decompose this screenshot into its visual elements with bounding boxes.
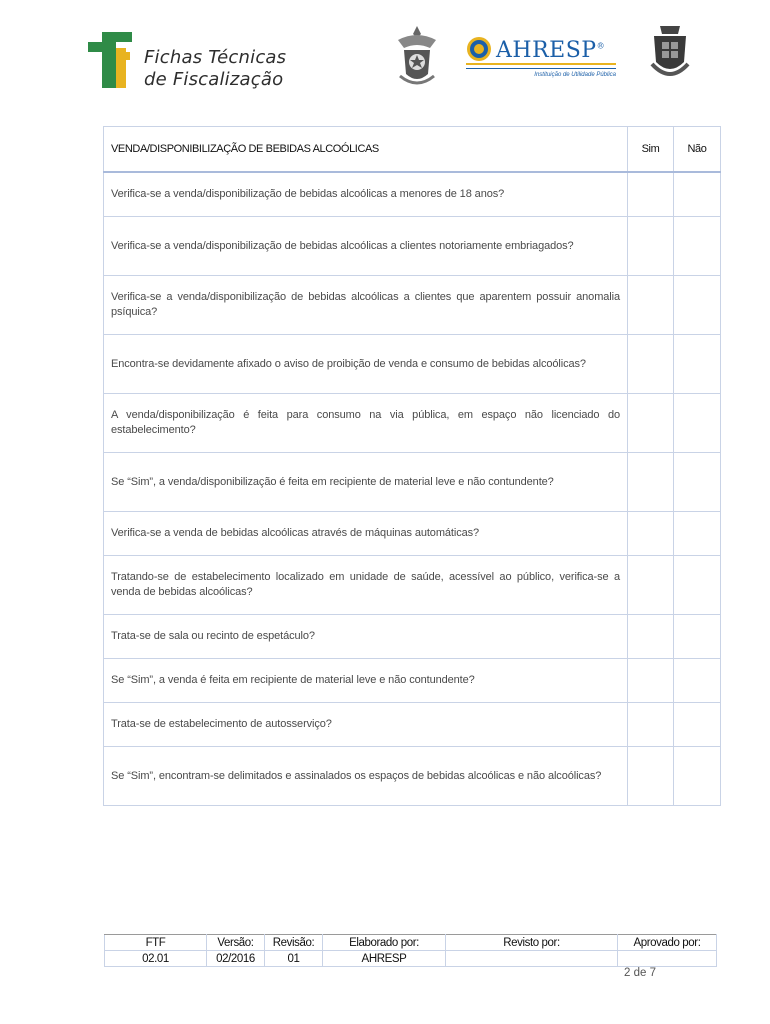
table-row xyxy=(104,453,721,512)
document-control-value-row xyxy=(105,951,717,967)
column-nao: Não xyxy=(674,127,721,173)
checklist-title: VENDA/DISPONIBILIZAÇÃO DE BEBIDAS ALCOÓLICAS xyxy=(104,127,628,173)
answer-nao-cell[interactable] xyxy=(674,615,721,659)
answer-nao-cell[interactable] xyxy=(674,217,721,276)
document-control-header-row xyxy=(105,935,717,951)
ahresp-rule-blue xyxy=(466,68,616,69)
elaborado-label: Elaborado por: xyxy=(323,935,446,951)
answer-sim-cell[interactable] xyxy=(628,335,674,394)
table-row xyxy=(104,276,721,335)
table-row xyxy=(104,747,721,806)
revisto-label: Revisto por: xyxy=(446,935,618,951)
answer-sim-cell[interactable] xyxy=(628,453,674,512)
question-text: Verifica-se a venda/disponibilização de bebidas alcoólicas a menores de 18 anos? xyxy=(104,172,628,217)
question-text: Trata-se de sala ou recinto de espetáculo? xyxy=(104,615,628,659)
ahresp-wordmark: AHRESP® xyxy=(496,38,606,63)
answer-sim-cell[interactable] xyxy=(628,217,674,276)
table-row xyxy=(104,335,721,394)
question-text: Se “Sim”, encontram-se delimitados e assinalados os espaços de bebidas alcoólicas e não alcoólicas? xyxy=(104,747,628,806)
answer-nao-cell[interactable] xyxy=(674,335,721,394)
ahresp-emblem-icon xyxy=(466,36,492,62)
answer-sim-cell[interactable] xyxy=(628,615,674,659)
table-row xyxy=(104,615,721,659)
question-text: Se “Sim”, a venda é feita em recipiente de material leve e não contundente? xyxy=(104,659,628,703)
question-text: Verifica-se a venda de bebidas alcoólicas através de máquinas automáticas? xyxy=(104,512,628,556)
question-text: Encontra-se devidamente afixado o aviso de proibição de venda e consumo de bebidas alcoólicas? xyxy=(104,335,628,394)
answer-sim-cell[interactable] xyxy=(628,703,674,747)
bebidas-alcoolicas-checklist xyxy=(103,126,721,806)
table-row xyxy=(104,172,721,217)
versao-value: 02/2016 xyxy=(207,951,265,967)
answer-nao-cell[interactable] xyxy=(674,276,721,335)
answer-nao-cell[interactable] xyxy=(674,394,721,453)
answer-sim-cell[interactable] xyxy=(628,394,674,453)
ftf-label: FTF xyxy=(105,935,207,951)
answer-sim-cell[interactable] xyxy=(628,276,674,335)
question-text: Verifica-se a venda/disponibilização de bebidas alcoólicas a clientes que aparentem possuir anomalia psíquica? xyxy=(104,276,628,335)
answer-sim-cell[interactable] xyxy=(628,556,674,615)
answer-nao-cell[interactable] xyxy=(674,659,721,703)
versao-label: Versão: xyxy=(207,935,265,951)
revisto-value xyxy=(446,951,618,967)
answer-sim-cell[interactable] xyxy=(628,659,674,703)
brand-line-2: de Fiscalização xyxy=(144,69,284,90)
answer-sim-cell[interactable] xyxy=(628,747,674,806)
asae-crest-icon xyxy=(394,24,440,90)
answer-nao-cell[interactable] xyxy=(674,512,721,556)
table-row xyxy=(104,556,721,615)
table-row xyxy=(104,217,721,276)
answer-nao-cell[interactable] xyxy=(674,556,721,615)
question-text: A venda/disponibilização é feita para consumo na via pública, em espaço não licenciado do estabelecimento? xyxy=(104,394,628,453)
page-number: 2 de 7 xyxy=(624,967,656,979)
table-row xyxy=(104,703,721,747)
checklist-header-row xyxy=(104,127,721,173)
ahresp-tagline: Instituição de Utilidade Pública xyxy=(534,72,616,78)
elaborado-value: AHRESP xyxy=(323,951,446,967)
ftf-logo-icon xyxy=(88,32,138,90)
answer-nao-cell[interactable] xyxy=(674,703,721,747)
answer-nao-cell[interactable] xyxy=(674,172,721,217)
brand-line-1: Fichas Técnicas xyxy=(144,47,287,68)
document-control-table xyxy=(104,934,717,967)
answer-sim-cell[interactable] xyxy=(628,512,674,556)
coat-of-arms-icon xyxy=(650,22,690,84)
ftf-value: 02.01 xyxy=(105,951,207,967)
ahresp-rule-gold xyxy=(466,63,616,65)
question-text: Se “Sim”, a venda/disponibilização é feita em recipiente de material leve e não contundente? xyxy=(104,453,628,512)
table-row xyxy=(104,394,721,453)
question-text: Trata-se de estabelecimento de autosserviço? xyxy=(104,703,628,747)
column-sim: Sim xyxy=(628,127,674,173)
revisao-value: 01 xyxy=(265,951,323,967)
aprovado-label: Aprovado por: xyxy=(618,935,717,951)
revisao-label: Revisão: xyxy=(265,935,323,951)
fichas-tecnicas-logo xyxy=(88,32,328,92)
aprovado-value xyxy=(618,951,717,967)
question-text: Tratando-se de estabelecimento localizado em unidade de saúde, acessível ao público, verifica-se a venda de bebidas alcoólicas? xyxy=(104,556,628,615)
answer-nao-cell[interactable] xyxy=(674,747,721,806)
table-row xyxy=(104,659,721,703)
ahresp-logo xyxy=(466,36,616,86)
question-text: Verifica-se a venda/disponibilização de bebidas alcoólicas a clientes notoriamente embriagados? xyxy=(104,217,628,276)
answer-sim-cell[interactable] xyxy=(628,172,674,217)
table-row xyxy=(104,512,721,556)
answer-nao-cell[interactable] xyxy=(674,453,721,512)
